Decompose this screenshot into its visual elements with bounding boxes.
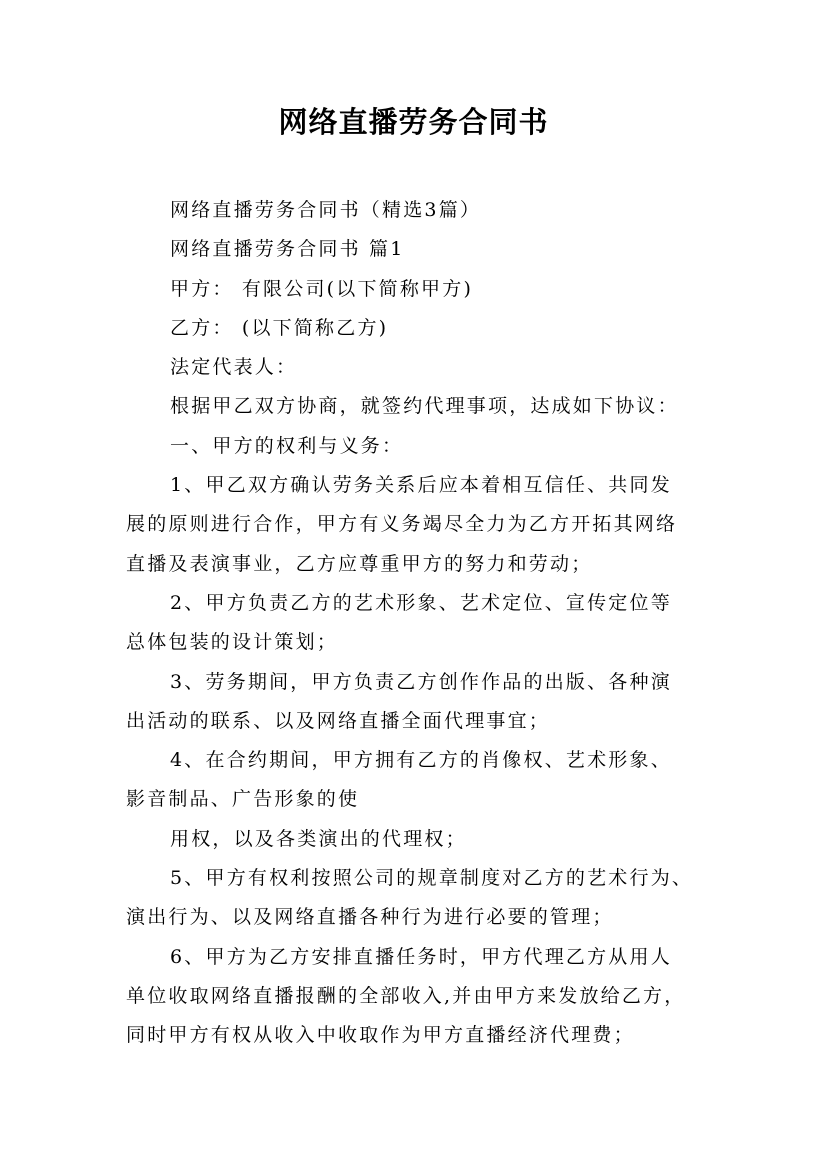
document-title: 网络直播劳务合同书: [278, 105, 549, 139]
body-line: 乙方： (以下简称乙方): [170, 316, 389, 339]
body-line: 出活动的联系、以及网络直播全面代理事宜；: [126, 709, 551, 732]
body-line: 单位收取网络直播报酬的全部收入,并由甲方来发放给乙方，: [126, 984, 686, 1007]
body-line: 5、甲方有权利按照公司的规章制度对乙方的艺术行为、: [170, 867, 694, 890]
body-line: 演出行为、以及网络直播各种行为进行必要的管理；: [126, 906, 614, 929]
body-line: 同时甲方有权从收入中收取作为甲方直播经济代理费；: [126, 1024, 635, 1047]
body-line: 6、甲方为乙方安排直播任务时，甲方代理乙方从用人: [170, 945, 672, 968]
body-line: 3、劳务期间，甲方负责乙方创作作品的出版、各种演: [170, 670, 672, 693]
body-line: 影音制品、广告形象的使: [126, 788, 360, 811]
body-line: 直播及表演事业，乙方应尊重甲方的努力和劳动；: [126, 552, 593, 575]
body-line: 1、甲乙双方确认劳务关系后应本着相互信任、共同发: [170, 474, 672, 497]
body-line: 根据甲乙双方协商，就签约代理事项，达成如下协议：: [170, 395, 679, 418]
body-line: 网络直播劳务合同书（精选3篇）: [170, 199, 482, 221]
body-line: 4、在合约期间，甲方拥有乙方的肖像权、艺术形象、: [170, 749, 672, 772]
document-body: [126, 191, 726, 1056]
body-line: 总体包装的设计策划；: [126, 631, 339, 654]
body-line: 用权，以及各类演出的代理权；: [170, 827, 467, 850]
body-line: 一、甲方的权利与义务：: [170, 434, 404, 457]
body-line: 展的原则进行合作，甲方有义务竭尽全力为乙方开拓其网络: [126, 513, 678, 536]
body-line: 网络直播劳务合同书 篇1: [170, 238, 405, 261]
body-line: 甲方： 有限公司(以下简称甲方): [170, 277, 474, 300]
body-line: 2、甲方负责乙方的艺术形象、艺术定位、宣传定位等: [170, 591, 672, 614]
body-line: 法定代表人：: [170, 356, 298, 379]
